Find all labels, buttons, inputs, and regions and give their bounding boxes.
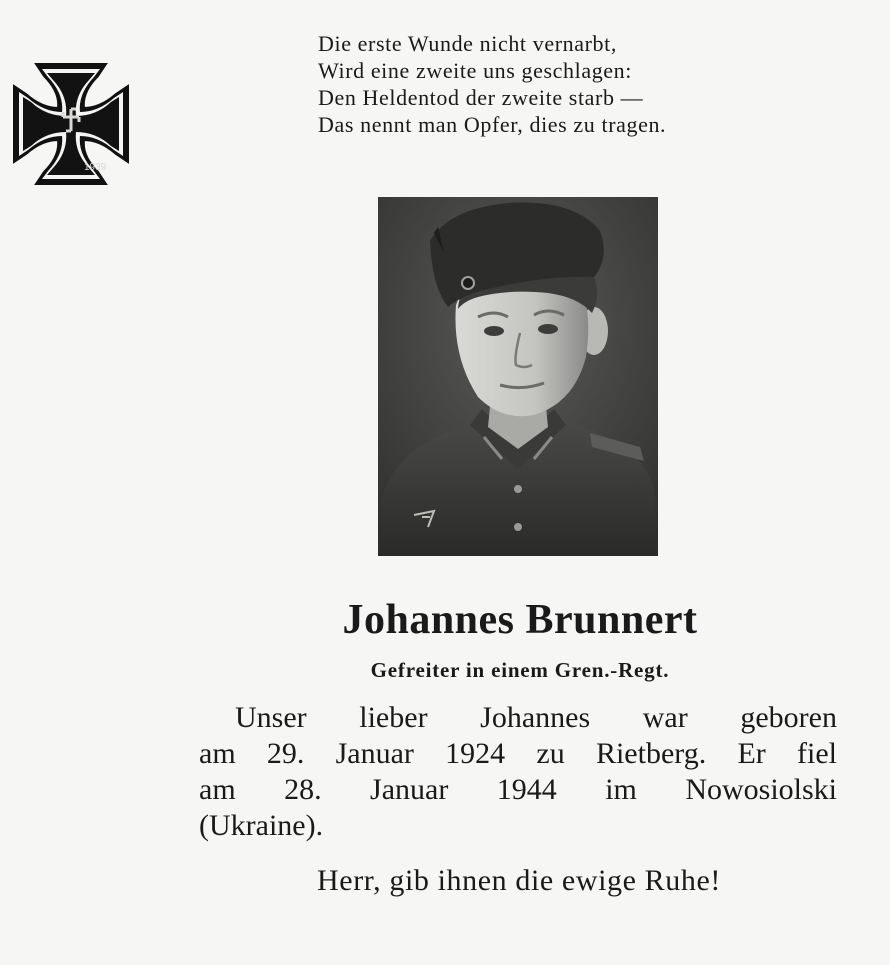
bio-word: geboren	[740, 701, 837, 734]
poem-line: Den Heldentod der zweite starb —	[318, 85, 644, 110]
poem-line: Die erste Wunde nicht vernarbt,	[318, 31, 617, 56]
iron-cross-icon	[12, 62, 130, 186]
bio-line-3	[199, 772, 837, 808]
deceased-name: Johannes Brunnert	[342, 597, 698, 643]
bio-word: (Ukraine).	[199, 809, 324, 842]
bio-word: am	[199, 737, 236, 770]
bio-word: am	[199, 773, 236, 806]
bio-word: Unser	[235, 701, 307, 734]
emblem-year: 1939	[84, 162, 107, 173]
poem-line: Wird eine zweite uns geschlagen:	[318, 58, 632, 83]
bio-word: Rietberg.	[595, 737, 707, 770]
bio-line-4	[199, 808, 837, 844]
bio-word: 1924	[445, 737, 506, 770]
bio-word: 1944	[496, 773, 557, 806]
closing-prayer: Herr, gib ihnen die ewige Ruhe!	[317, 864, 721, 897]
bio-line-1	[199, 700, 837, 736]
bio-word: 29.	[266, 737, 305, 770]
bio-word: Januar	[370, 773, 449, 806]
poem-line: Das nennt man Opfer, dies zu tragen.	[318, 112, 667, 137]
biography-text	[199, 700, 837, 844]
bio-word: Johannes	[480, 701, 591, 734]
bio-word: lieber	[359, 701, 428, 734]
soldier-portrait-photo	[378, 197, 658, 556]
bio-word: im	[605, 773, 637, 806]
military-rank: Gefreiter in einem Gren.-Regt.	[370, 658, 670, 682]
bio-word: Er	[737, 737, 766, 770]
bio-word: Januar	[335, 737, 414, 770]
bio-line-2	[199, 736, 837, 772]
bio-word: zu	[536, 737, 565, 770]
bio-word: war	[642, 701, 688, 734]
poem	[318, 30, 838, 138]
bio-word: 28.	[284, 773, 322, 806]
bio-word: Nowosiolski	[685, 773, 837, 806]
bio-word: fiel	[797, 737, 837, 770]
